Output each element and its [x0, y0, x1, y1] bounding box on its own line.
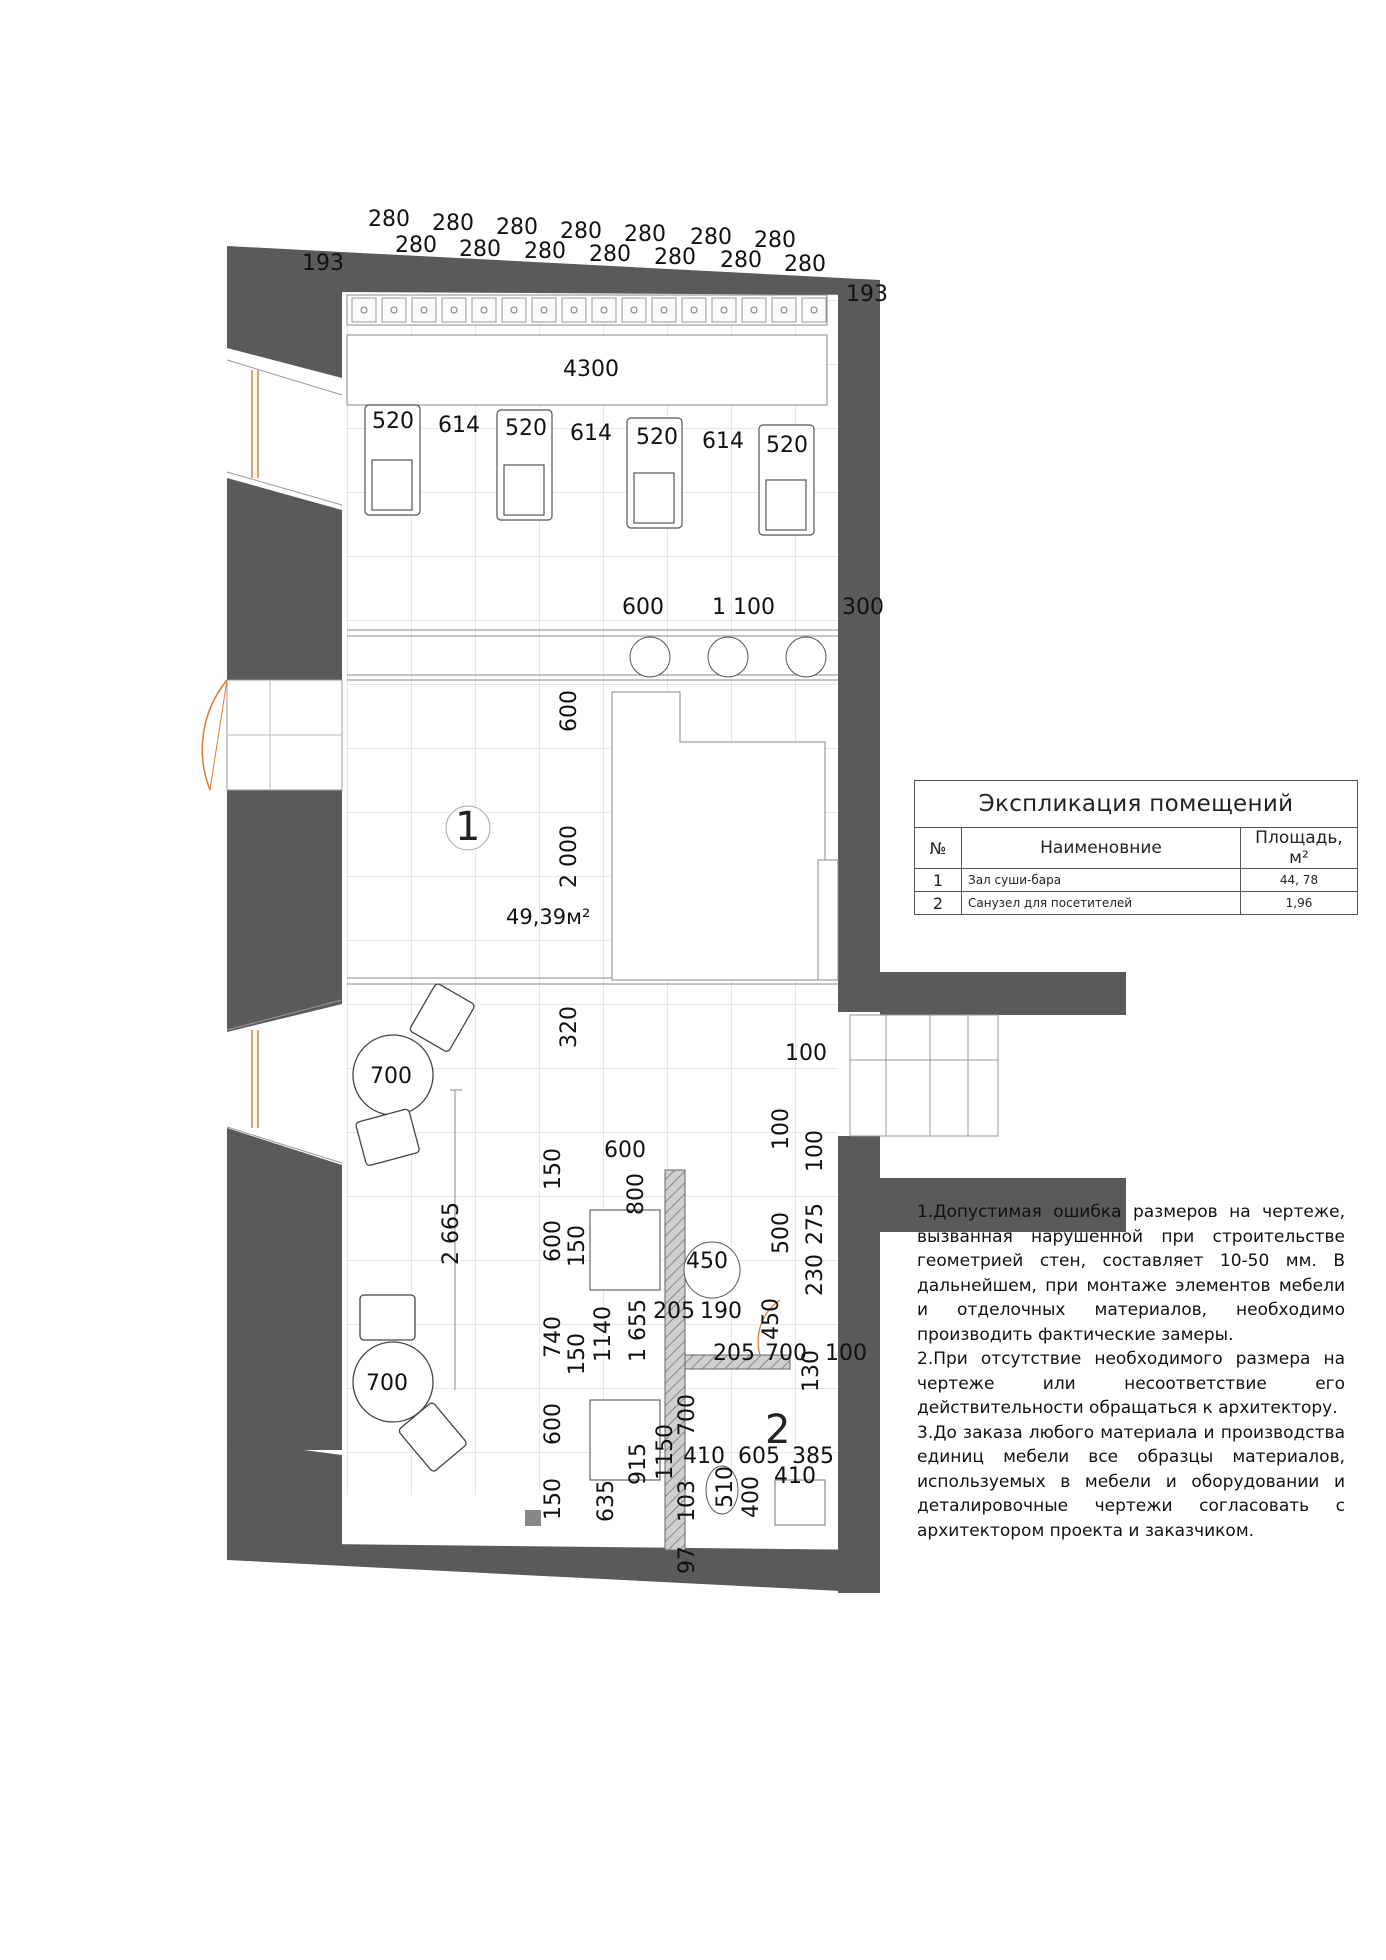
dim-top-a-7: 280 — [754, 228, 796, 253]
dim-wc-410b: 410 — [774, 1464, 816, 1489]
belt-plate — [412, 298, 436, 322]
dim-top-a-5: 280 — [624, 222, 666, 247]
row-name: Санузел для посетителей — [962, 892, 1241, 915]
dim-top-b-3: 280 — [524, 239, 566, 264]
note-2: 2.При отсутствие необходимого размера на чертеже или несоответствие его действительности обращаться к архитектору. — [917, 1349, 1345, 1418]
dim-wc-605: 605 — [738, 1444, 780, 1469]
dim-wc-600a: 600 — [541, 1220, 566, 1262]
belt-plate — [592, 298, 616, 322]
dim-wc-1655: 1 655 — [626, 1299, 651, 1362]
belt-plate — [472, 298, 496, 322]
row-name: Зал суши-бара — [962, 869, 1241, 892]
belt-plate — [802, 298, 826, 322]
dim-top-a-4: 280 — [560, 219, 602, 244]
dim-top-a-2: 280 — [432, 211, 474, 236]
belt-plate — [652, 298, 676, 322]
dim-600-top: 600 — [622, 595, 664, 620]
dim-wc-915: 915 — [626, 1443, 651, 1485]
explication-title: Экспликация помещений — [915, 781, 1358, 828]
note-3: 3.До заказа любого материала и производства единиц мебели все образцы материалов, используемых в мебели и оборудовании и деталировочные чертежи согласовать с архитектором проекта и заказчиком. — [917, 1422, 1345, 1541]
dim-wc-700: 700 — [765, 1341, 807, 1366]
dim-wc-150c: 150 — [565, 1333, 590, 1375]
dim-v600: 600 — [557, 690, 582, 732]
row-area: 1,96 — [1241, 892, 1358, 915]
belt-plate — [622, 298, 646, 322]
dim-seat-7: 520 — [766, 433, 808, 458]
row-num: 1 — [915, 869, 962, 892]
belt-plate — [562, 298, 586, 322]
dim-top-b-4: 280 — [589, 242, 631, 267]
dim-top-b-2: 280 — [459, 237, 501, 262]
note-1: 1.Допустимая ошибка размеров на чертеже, вызванная нарушенной при строительстве геометрией стен, составляет 10-50 мм. В дальнейшем, при монтаже элементов мебели и отделочных материалов, необходимо производить фактические замеры. — [917, 1202, 1345, 1345]
col-area-header: Площадь, м² — [1241, 828, 1358, 869]
col-name-header: Наименовние — [962, 828, 1241, 869]
room-1-area: 49,39м² — [506, 905, 591, 929]
table-row — [915, 892, 1358, 915]
dim-wc-150d: 150 — [541, 1478, 566, 1520]
dim-end-left: 193 — [302, 251, 344, 276]
dim-wc-100b: 100 — [803, 1130, 828, 1172]
dim-v2000: 2 000 — [557, 825, 582, 888]
dim-top-a-1: 280 — [368, 207, 410, 232]
dim-wc-230: 230 — [803, 1254, 828, 1296]
dim-seat-6: 614 — [702, 429, 744, 454]
room-1-number: 1 — [455, 804, 481, 850]
dim-counter-length: 4300 — [563, 357, 619, 382]
table-row — [915, 869, 1358, 892]
dim-seat-4: 614 — [570, 421, 612, 446]
dim-v320: 320 — [557, 1006, 582, 1048]
dim-wc-103: 103 — [675, 1480, 700, 1522]
dim-wc-100a: 100 — [769, 1108, 794, 1150]
dim-wc-205b: 205 — [713, 1341, 755, 1366]
dim-wc-190: 190 — [700, 1299, 742, 1324]
dim-wc-510: 510 — [713, 1466, 738, 1508]
belt-plate — [532, 298, 556, 322]
dim-top-b-7: 280 — [784, 252, 826, 277]
dim-wc-130: 130 — [799, 1350, 824, 1392]
dim-wc-450b: 450 — [759, 1298, 784, 1340]
dim-wc-275: 275 — [803, 1203, 828, 1245]
dim-wc-385: 385 — [792, 1444, 834, 1469]
dim-wc-500: 500 — [769, 1212, 794, 1254]
dim-seat-1: 520 — [372, 409, 414, 434]
row-area: 44, 78 — [1241, 869, 1358, 892]
dim-wc-450a: 450 — [686, 1249, 728, 1274]
dim-table-2: 700 — [366, 1371, 408, 1396]
belt-plate — [352, 298, 376, 322]
dim-wc-150b: 150 — [565, 1225, 590, 1267]
dim-wc-400: 400 — [739, 1476, 764, 1518]
belt-plate — [682, 298, 706, 322]
dim-top-b-6: 280 — [720, 248, 762, 273]
dim-table-1: 700 — [370, 1064, 412, 1089]
dim-wc-100: 100 — [825, 1341, 867, 1366]
dim-wc-635: 635 — [594, 1480, 619, 1522]
belt-plate — [742, 298, 766, 322]
entrance-door — [202, 680, 342, 790]
dim-wc-800: 800 — [624, 1173, 649, 1215]
dim-wc-1140: 1140 — [591, 1306, 616, 1362]
room-2-number: 2 — [765, 1407, 791, 1453]
dim-top-b-5: 280 — [654, 245, 696, 270]
dim-1100: 1 100 — [712, 595, 775, 620]
dim-top-a-3: 280 — [496, 215, 538, 240]
dim-end-right: 193 — [846, 282, 888, 307]
dim-v2665: 2 665 — [439, 1202, 464, 1265]
dim-wc-700v: 700 — [675, 1394, 700, 1436]
dim-wc-97: 97 — [675, 1546, 700, 1574]
dim-seat-3: 520 — [505, 416, 547, 441]
stools — [630, 637, 826, 677]
belt-plate — [502, 298, 526, 322]
notes — [917, 1200, 1345, 1543]
dim-wc-740: 740 — [541, 1316, 566, 1358]
stairs — [850, 1015, 998, 1136]
belt-plate — [382, 298, 406, 322]
explication-table — [914, 780, 1358, 915]
row-num: 2 — [915, 892, 962, 915]
dim-seat-5: 520 — [636, 425, 678, 450]
belt-plate — [772, 298, 796, 322]
belt-plate — [712, 298, 736, 322]
dim-wc-205a: 205 — [653, 1299, 695, 1324]
dim-top-b-1: 280 — [395, 233, 437, 258]
belt-plate — [442, 298, 466, 322]
dim-wc-150a: 150 — [541, 1148, 566, 1190]
dim-wc-600: 600 — [604, 1138, 646, 1163]
dim-wc-600b: 600 — [541, 1403, 566, 1445]
dim-100-right: 100 — [785, 1041, 827, 1066]
dim-wc-410a: 410 — [683, 1444, 725, 1469]
dim-seat-2: 614 — [438, 413, 480, 438]
dim-300: 300 — [842, 595, 884, 620]
dim-top-a-6: 280 — [690, 225, 732, 250]
dim-wc-1150: 1150 — [653, 1424, 678, 1480]
col-num-header: № — [915, 828, 962, 869]
